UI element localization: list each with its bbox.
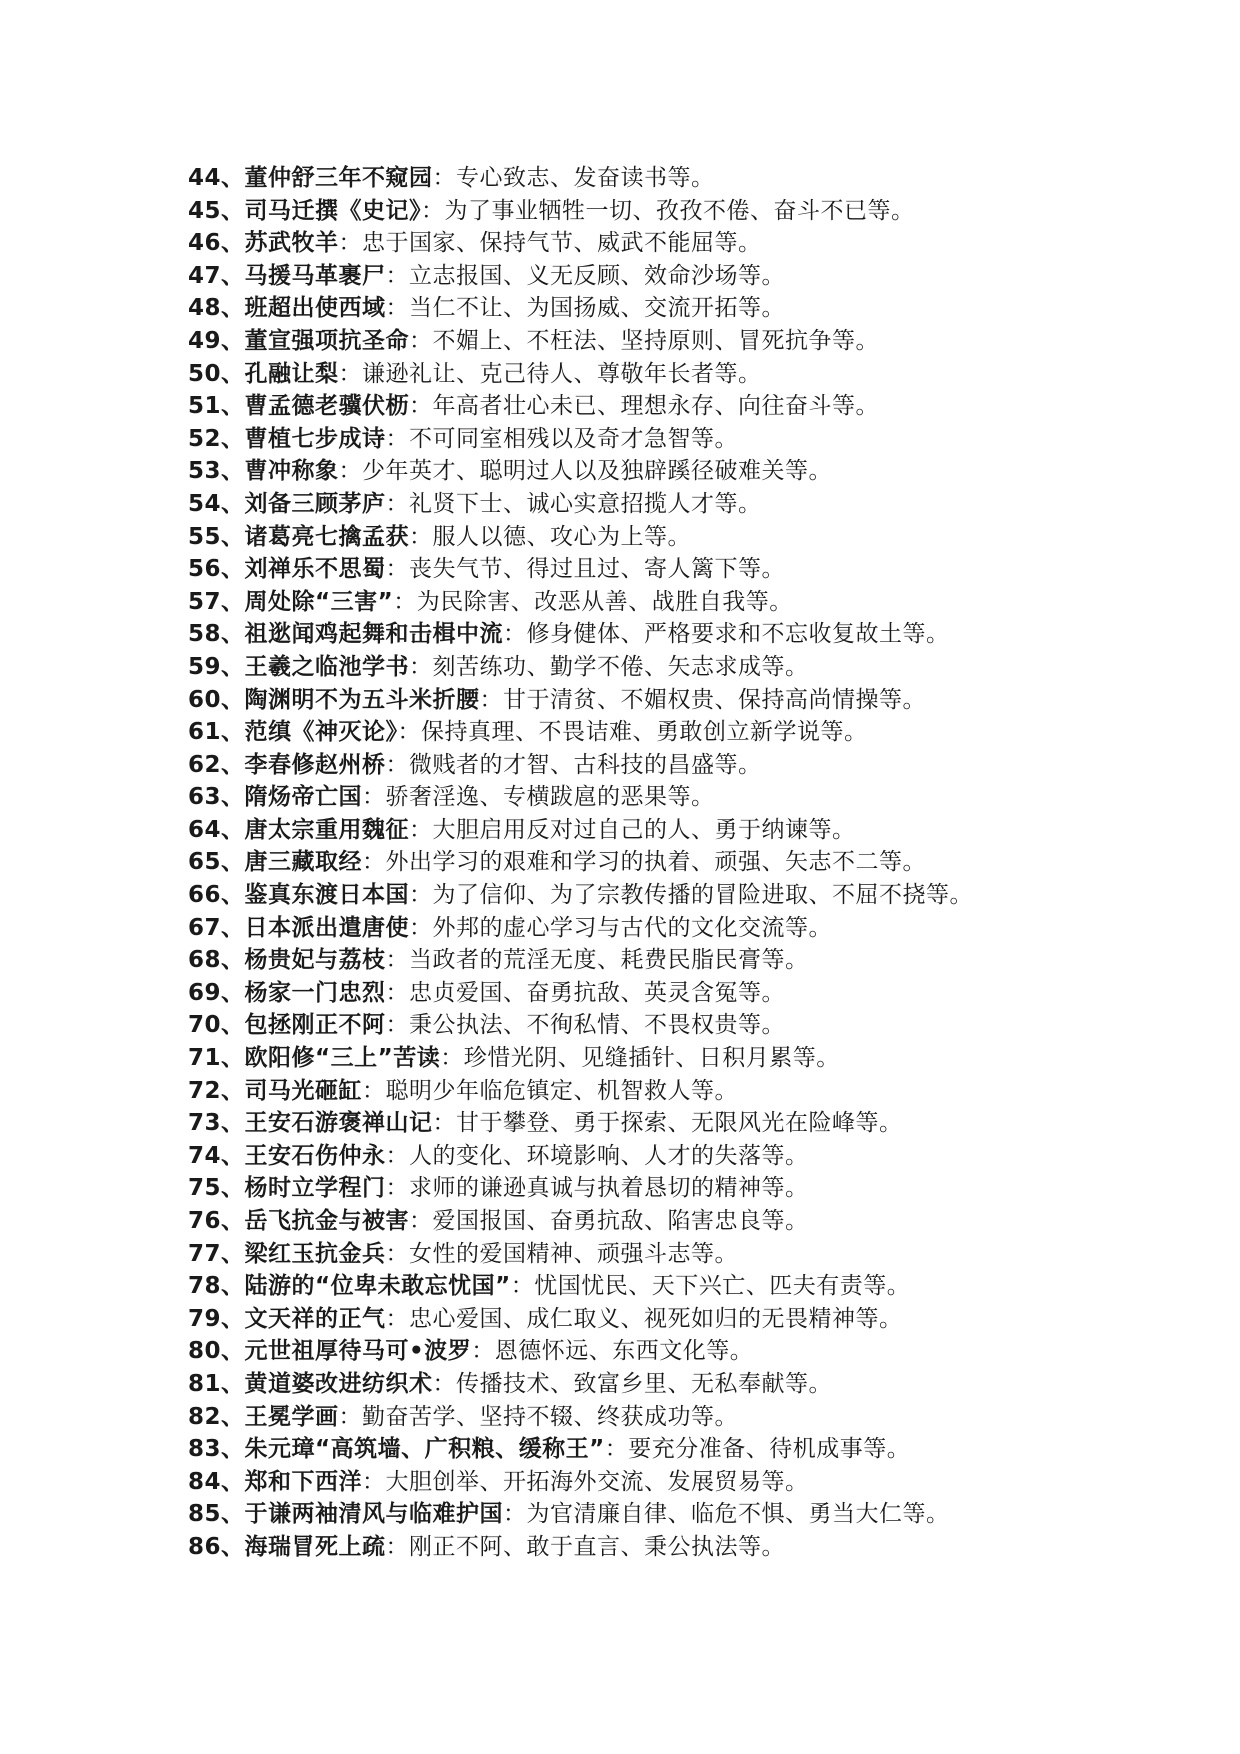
entry-description: 骄奢淫逸、专横跋扈的恶果等。: [385, 784, 715, 811]
entry-description: 求师的谦逊真诚与执着恳切的精神等。: [409, 1175, 809, 1202]
list-item: [188, 814, 1068, 847]
list-item: [188, 390, 1068, 423]
entry-title: 朱元璋“高筑墙、广积粮、缓称王”: [244, 1436, 605, 1463]
entry-title: 隋炀帝亡国: [244, 784, 363, 811]
entry-separator: ：: [503, 1501, 527, 1528]
entry-description: 人的变化、环境影响、人才的失落等。: [409, 1142, 809, 1169]
entry-title: 曹孟德老骥伏枥: [244, 393, 410, 420]
entry-number: 83、: [188, 1436, 245, 1463]
list-item: [188, 1401, 1068, 1434]
list-item: [188, 781, 1068, 814]
entry-description: 刚正不阿、敢于直言、秉公执法等。: [409, 1533, 786, 1560]
entry-description: 修身健体、严格要求和不忘收复故土等。: [526, 621, 950, 648]
list-item: [188, 553, 1068, 586]
entry-number: 79、: [188, 1305, 245, 1332]
entry-title: 岳飞抗金与被害: [244, 1208, 410, 1234]
entry-separator: ：: [338, 458, 363, 485]
entry-separator: ：: [385, 1012, 410, 1039]
entry-description: 聪明少年临危镇定、机智救人等。: [385, 1077, 739, 1104]
entry-description: 服人以德、攻心为上等。: [432, 523, 692, 550]
entry-separator: ：: [409, 393, 433, 420]
list-item: [188, 195, 1068, 228]
entry-number: 84、: [188, 1468, 245, 1495]
list-item: [188, 716, 1068, 749]
entry-title: 范缜《神灭论》: [244, 719, 398, 746]
entry-description: 刻苦练功、勤学不倦、矢志求成等。: [432, 653, 809, 680]
entry-number: 53、: [188, 458, 245, 485]
entry-separator: ：: [409, 1208, 433, 1234]
entry-description: 忠心爱国、成仁取义、视死如归的无畏精神等。: [409, 1305, 903, 1332]
entry-description: 为民除害、改恶从善、战胜自我等。: [416, 588, 793, 615]
entry-number: 58、: [188, 621, 245, 648]
list-item: [188, 1140, 1068, 1173]
entry-number: 75、: [188, 1175, 245, 1202]
entry-number: 63、: [188, 784, 245, 811]
entry-description: 大胆启用反对过自己的人、勇于纳谏等。: [432, 816, 856, 843]
entry-description: 当政者的荒淫无度、耗费民脂民膏等。: [409, 947, 809, 974]
entry-title: 唐太宗重用魏征: [244, 816, 410, 843]
entry-separator: ：: [385, 1305, 410, 1332]
entry-number: 80、: [188, 1338, 245, 1365]
entry-title: 王安石伤仲永: [244, 1142, 386, 1169]
entry-title: 周处除“三害”: [244, 588, 394, 615]
entry-description: 忠于国家、保持气节、威武不能屈等。: [362, 230, 762, 257]
entry-number: 72、: [188, 1077, 245, 1104]
entry-number: 56、: [188, 556, 245, 583]
list-item: [188, 651, 1068, 684]
list-item: [188, 846, 1068, 879]
entry-number: 54、: [188, 490, 245, 517]
list-item: [188, 260, 1068, 293]
entry-separator: ：: [385, 262, 410, 289]
entry-separator: ：: [432, 165, 457, 191]
entry-number: 51、: [188, 393, 245, 420]
entry-number: 48、: [188, 295, 245, 322]
entry-title: 司马迁撰《史记》: [244, 197, 422, 224]
entry-title: 海瑞冒死上疏: [244, 1533, 386, 1560]
entry-separator: ：: [385, 556, 410, 583]
entry-description: 保持真理、不畏诘难、勇敢创立新学说等。: [421, 719, 868, 746]
entry-title: 刘备三顾茅庐: [244, 490, 386, 517]
entry-description: 珍惜光阴、见缝插针、日积月累等。: [463, 1045, 840, 1072]
list-item: [188, 1498, 1068, 1531]
entry-separator: ：: [409, 523, 433, 550]
entry-description: 传播技术、致富乡里、无私奉献等。: [456, 1370, 833, 1397]
entry-separator: ：: [385, 1175, 410, 1202]
entry-title: 鉴真东渡日本国: [244, 882, 410, 909]
entry-title: 曹植七步成诗: [244, 425, 386, 452]
entry-description: 微贱者的才智、古科技的昌盛等。: [409, 751, 762, 778]
entry-title: 黄道婆改进纺织术: [244, 1370, 433, 1397]
entry-description: 勤奋苦学、坚持不辍、终获成功等。: [362, 1403, 739, 1430]
list-item: [188, 749, 1068, 782]
entry-number: 49、: [188, 327, 245, 354]
entry-description: 外邦的虚心学习与古代的文化交流等。: [432, 914, 833, 941]
entry-title: 杨贵妃与荔枝: [244, 947, 386, 974]
list-item: [188, 944, 1068, 977]
entry-title: 陆游的“位卑未敢忘忧国”: [244, 1273, 511, 1300]
entry-title: 苏武牧羊: [244, 230, 339, 257]
list-item: [188, 977, 1068, 1010]
entry-title: 李春修赵州桥: [244, 751, 386, 778]
list-item: [188, 227, 1068, 260]
list-item: [188, 423, 1068, 456]
entry-separator: ：: [440, 1045, 464, 1072]
entry-title: 班超出使西域: [244, 295, 386, 322]
list-item: [188, 1042, 1068, 1075]
entry-description: 秉公执法、不徇私情、不畏权贵等。: [409, 1012, 786, 1039]
entry-description: 谦逊礼让、克己待人、尊敬年长者等。: [362, 360, 762, 387]
entry-number: 76、: [188, 1208, 245, 1234]
entry-separator: ：: [362, 784, 386, 811]
entry-title: 陶渊明不为五斗米折腰: [244, 686, 480, 713]
entry-separator: ：: [409, 816, 433, 843]
entry-number: 70、: [188, 1012, 245, 1039]
entry-separator: ：: [385, 947, 410, 974]
entry-number: 65、: [188, 849, 245, 876]
entry-number: 74、: [188, 1142, 245, 1169]
entry-title: 马援马革裹尸: [244, 262, 386, 289]
entry-separator: ：: [409, 914, 433, 941]
list-item: [188, 358, 1068, 391]
entry-description: 要充分准备、待机成事等。: [628, 1436, 911, 1463]
list-item: [188, 1368, 1068, 1401]
entry-description: 恩德怀远、东西文化等。: [494, 1338, 754, 1365]
entry-separator: ：: [432, 1370, 457, 1397]
list-item: [188, 1303, 1068, 1336]
entry-separator: ：: [604, 1436, 629, 1463]
entry-description: 少年英才、聪明过人以及独辟蹊径破难关等。: [362, 458, 833, 485]
entry-description: 不媚上、不枉法、坚持原则、冒死抗争等。: [432, 327, 880, 354]
entry-description: 爱国报国、奋勇抗敌、陷害忠良等。: [432, 1208, 809, 1234]
entry-separator: ：: [409, 882, 433, 909]
entry-title: 王安石游褒禅山记: [244, 1110, 433, 1137]
entry-title: 董仲舒三年不窥园: [244, 165, 433, 191]
entry-number: 67、: [188, 914, 245, 941]
entry-title: 日本派出遣唐使: [244, 914, 410, 941]
entry-title: 文天祥的正气: [244, 1305, 386, 1332]
list-item: [188, 1107, 1068, 1140]
entry-title: 杨时立学程门: [244, 1175, 386, 1202]
entry-separator: ：: [385, 490, 410, 517]
entry-separator: ：: [385, 751, 410, 778]
entry-separator: ：: [432, 1110, 457, 1137]
entry-description: 不可同室相残以及奇才急智等。: [409, 425, 739, 452]
entry-separator: ：: [362, 1077, 386, 1104]
entry-separator: ：: [503, 621, 527, 648]
entry-separator: ：: [338, 1403, 363, 1430]
list-item: [188, 1433, 1068, 1466]
entry-description: 礼贤下士、诚心实意招揽人才等。: [409, 490, 762, 517]
entry-title: 王羲之临池学书: [244, 653, 410, 680]
entry-separator: ：: [338, 230, 363, 257]
entry-number: 59、: [188, 653, 245, 680]
entry-separator: ：: [385, 979, 410, 1006]
entry-number: 50、: [188, 360, 245, 387]
list-item: [188, 1075, 1068, 1108]
entry-number: 46、: [188, 230, 245, 257]
list-item: [188, 684, 1068, 717]
entry-separator: ：: [421, 197, 445, 224]
list-item: [188, 1335, 1068, 1368]
list-item: [188, 455, 1068, 488]
entry-number: 66、: [188, 882, 245, 909]
list-item: [188, 1009, 1068, 1042]
list-item: [188, 618, 1068, 651]
entry-number: 57、: [188, 588, 245, 615]
list-item: [188, 1172, 1068, 1205]
entry-number: 71、: [188, 1045, 245, 1072]
list-item: [188, 586, 1068, 619]
entry-number: 64、: [188, 816, 245, 843]
entry-separator: ：: [479, 686, 504, 713]
entry-title: 梁红玉抗金兵: [244, 1240, 386, 1267]
entry-number: 62、: [188, 751, 245, 778]
entry-description: 忧国忧民、天下兴亡、匹夫有责等。: [534, 1273, 911, 1300]
entry-number: 81、: [188, 1370, 245, 1397]
entry-description: 外出学习的艰难和学习的执着、顽强、矢志不二等。: [385, 849, 927, 876]
entry-title: 董宣强项抗圣命: [244, 327, 410, 354]
list-item: [188, 1205, 1068, 1238]
entry-description: 为了信仰、为了宗教传播的冒险进取、不屈不挠等。: [432, 882, 974, 909]
entry-description: 为官清廉自律、临危不惧、勇当大仁等。: [526, 1501, 950, 1528]
entry-separator: ：: [409, 327, 433, 354]
entry-title: 杨家一门忠烈: [244, 979, 386, 1006]
entry-separator: ：: [385, 1533, 410, 1560]
entry-number: 69、: [188, 979, 245, 1006]
entry-separator: ：: [362, 849, 386, 876]
entry-description: 忠贞爱国、奋勇抗敌、英灵含冤等。: [409, 979, 786, 1006]
entry-number: 47、: [188, 262, 245, 289]
list-item: [188, 1466, 1068, 1499]
entry-description: 立志报国、义无反顾、效命沙场等。: [409, 262, 786, 289]
entry-description: 丧失气节、得过且过、寄人篱下等。: [409, 556, 786, 583]
entry-title: 元世祖厚待马可•波罗: [244, 1338, 472, 1365]
entry-title: 郑和下西洋: [244, 1468, 363, 1495]
list-item: [188, 521, 1068, 554]
entry-title: 刘禅乐不思蜀: [244, 556, 386, 583]
entry-separator: ：: [385, 425, 410, 452]
list-item: [188, 1270, 1068, 1303]
entry-separator: ：: [385, 295, 410, 322]
entry-title: 包拯刚正不阿: [244, 1012, 386, 1039]
entry-number: 55、: [188, 523, 245, 550]
entry-title: 欧阳修“三上”苦读: [244, 1045, 441, 1072]
entry-number: 78、: [188, 1273, 245, 1300]
list-item: [188, 1531, 1068, 1564]
list-item: [188, 488, 1068, 521]
entry-number: 82、: [188, 1403, 245, 1430]
entry-number: 68、: [188, 947, 245, 974]
entry-title: 于谦两袖清风与临难护国: [244, 1501, 504, 1528]
entry-number: 52、: [188, 425, 245, 452]
entry-description: 年高者壮心未已、理想永存、向往奋斗等。: [432, 393, 880, 420]
entry-separator: ：: [362, 1468, 386, 1495]
entry-number: 77、: [188, 1240, 245, 1267]
entry-title: 王冕学画: [244, 1403, 339, 1430]
entry-separator: ：: [409, 653, 433, 680]
list-item: [188, 162, 1068, 195]
entry-separator: ：: [471, 1338, 495, 1365]
document-page: [188, 162, 1068, 1564]
entry-description: 甘于攀登、勇于探索、无限风光在险峰等。: [456, 1110, 903, 1137]
entry-separator: ：: [393, 588, 417, 615]
entry-number: 86、: [188, 1533, 245, 1560]
entry-description: 女性的爱国精神、顽强斗志等。: [409, 1240, 739, 1267]
list-item: [188, 912, 1068, 945]
entry-separator: ：: [510, 1273, 535, 1300]
entry-title: 诸葛亮七擒孟获: [244, 523, 410, 550]
entry-description: 专心致志、发奋读书等。: [456, 165, 715, 191]
entry-title: 孔融让梨: [244, 360, 339, 387]
list-item: [188, 325, 1068, 358]
entry-separator: ：: [385, 1240, 410, 1267]
entry-title: 祖逖闻鸡起舞和击楫中流: [244, 621, 504, 648]
entry-number: 73、: [188, 1110, 245, 1137]
entry-description: 为了事业牺牲一切、孜孜不倦、奋斗不已等。: [444, 197, 915, 224]
entry-description: 大胆创举、开拓海外交流、发展贸易等。: [385, 1468, 809, 1495]
entry-list: [188, 162, 1068, 1564]
entry-number: 44、: [188, 165, 245, 191]
entry-description: 当仁不让、为国扬威、交流开拓等。: [409, 295, 786, 322]
entry-separator: ：: [385, 1142, 410, 1169]
entry-number: 60、: [188, 686, 245, 713]
entry-title: 唐三藏取经: [244, 849, 363, 876]
list-item: [188, 1238, 1068, 1271]
entry-description: 甘于清贫、不媚权贵、保持高尚情操等。: [503, 686, 927, 713]
entry-separator: ：: [397, 719, 422, 746]
entry-separator: ：: [338, 360, 363, 387]
list-item: [188, 292, 1068, 325]
entry-title: 曹冲称象: [244, 458, 339, 485]
list-item: [188, 879, 1068, 912]
entry-number: 45、: [188, 197, 245, 224]
entry-title: 司马光砸缸: [244, 1077, 363, 1104]
entry-number: 61、: [188, 719, 245, 746]
entry-number: 85、: [188, 1501, 245, 1528]
